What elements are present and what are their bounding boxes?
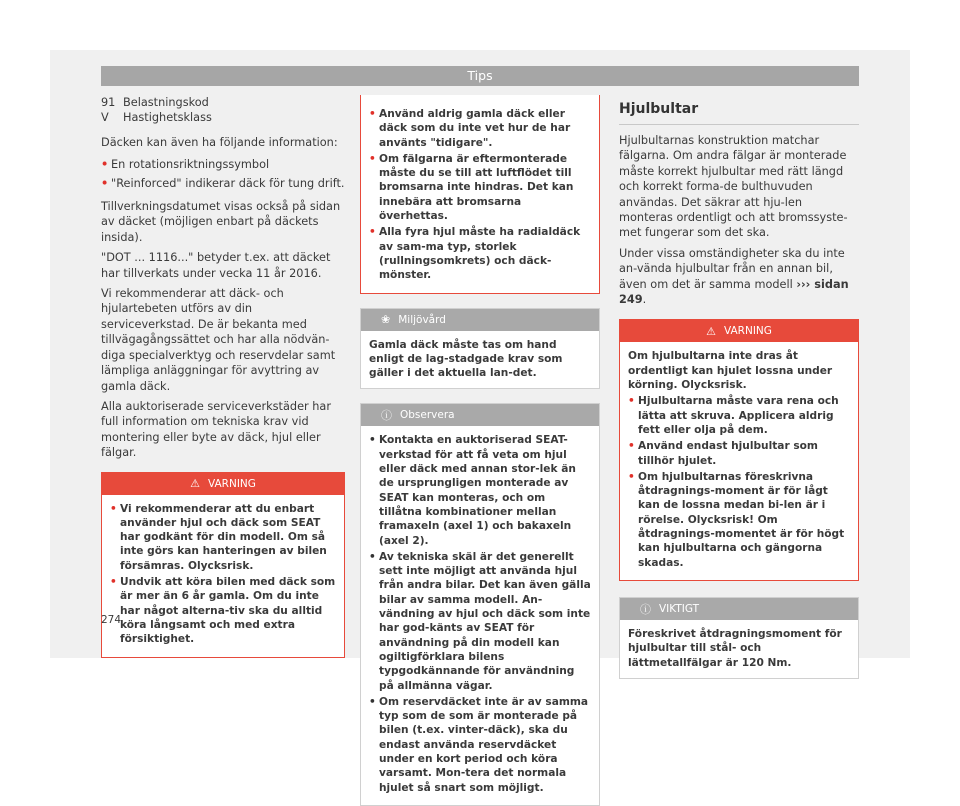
warning-triangle-icon: ⚠ [706,324,716,338]
list-item: • Använd aldrig gamla däck eller däck som du inte vet hur de har använts "tidigare". [369,108,571,149]
important-body: Föreskrivet åtdragningsmoment för hjulbultar till stål- och lättmetallfälgar är 120 Nm. [628,627,842,669]
bullet-icon: • [369,434,376,447]
bullet-icon: • [628,395,635,408]
paragraph: Alla auktoriserade serviceverkstäder har full information om tekniska krav vid montering eller byte av däck, hjul eller fälgar. [101,399,331,460]
important-header [620,598,858,620]
bullet-icon: • [110,502,117,515]
bullet-icon: • [101,176,109,190]
warning-lead: Om hjulbultarna inte dras åt ordentligt kan hjulet lossna under körning. Olycksrisk. [628,350,833,392]
intro-text: Däcken kan även ha följande information: [101,135,338,149]
list-item: • Alla fyra hjul måste ha radialdäck av sam-ma typ, storlek (rullningsomkrets) och däck-mönster. [369,226,581,282]
warning-body [102,495,344,657]
bullet-icon: • [628,470,635,483]
paragraph: Vi rekommenderar att däck- och hjulartebeten utförs av din serviceverkstad. De är bekanta med tillvägagångssättet och har alla nödvän-diga specialverktyg och reservdelar samt lämpliga anläggningar för avyttring av gamla däck. [101,287,336,393]
warning-header [620,320,858,342]
list-item: • Vi rekommenderar att du enbart använder hjul och däck som SEAT har godkänt för din modell. Om så inte görs kan hanteringen av bilen försämras. Olycksrisk. [110,502,327,572]
section-header: Tips [101,66,859,86]
definition-key: 91 [101,96,116,109]
environment-title: Miljövård [398,313,446,326]
warning-body [620,342,858,579]
list-item: • Kontakta en auktoriserad SEAT-verkstad för att få veta om hjul eller däck med annan stor-lek än de ursprungligen monterade av SEAT kan monteras, och om tillåtna kombinationer mellan framaxeln (axel 1) och bakaxeln (axel 2). [369,434,576,547]
list-item: • Om reservdäcket inte är av samma typ som de som är monterade på bilen (t.ex. vinter-däck), ska du endast använda reservdäcket under en kort period och köra varsamt. Mon-tera det normala hjulet så snart som möjligt. [369,695,589,794]
paragraph: Under vissa omständigheter ska du inte an-vända hjulbultar från en annan bil, även om det är samma modell ››› sidan 249. [619,246,849,307]
environment-box [360,308,600,390]
warning-box [619,319,859,580]
paragraph: Hjulbultarnas konstruktion matchar fälgarna. Om andra fälgar är monterade måste korrekt hjulbultar med rätt längd och korrekt forma-de bulthuvuden användas. Det säkrar att hju-len monteras ordentligt och att bromssyste-met fungerar som det ska. [619,134,848,240]
bullet-icon: • [369,550,376,563]
important-title: VIKTIGT [659,602,700,615]
page-number: 274 [101,614,122,626]
leaf-icon: ❀ [381,313,391,327]
paragraph: "DOT ... 1116..." betyder t.ex. att däcket har tillverkats under vecka 11 år 2016. [101,251,331,280]
column-right [619,95,859,679]
list-item: • Använd endast hjulbultar som tillhör hjulet. [628,440,818,467]
bullet-icon: • [369,695,376,708]
note-title: Observera [400,409,455,422]
warning-title: VARNING [723,325,772,338]
warning-title: VARNING [207,477,256,490]
page-reference-link[interactable]: ››› sidan 249 [619,277,849,307]
definition-row [101,110,345,125]
section-title: Hjulbultar [619,95,859,125]
warning-header [102,473,344,495]
warning-box-continued [360,95,600,294]
list-item: • Hjulbultarna måste vara rena och lätta att skruva. Applicera aldrig fett eller olja på dem. [628,395,839,436]
warning-triangle-icon: ⚠ [190,477,200,491]
list-item: • Om fälgarna är eftermonterade måste du se till att luftflödet till bromsarna inte hindras. Det kan innebära att bromsarna överhettas. [369,152,574,223]
bullet-icon: • [110,576,117,589]
important-box [619,597,859,679]
definition-value: Belastningskod [123,96,209,109]
definition-value: Hastighetsklass [123,111,212,125]
bullet-icon: • [369,108,376,120]
definition-row [101,95,345,110]
bullet-icon: • [628,440,635,453]
paragraph: Tillverkningsdatumet visas också på sidan av däcket (möjligen enbart på däckets insida). [101,200,341,244]
info-icon: ⓘ [381,409,392,423]
bullet-icon: • [369,152,376,165]
column-middle [360,95,600,806]
bullet-icon: • [369,226,376,239]
info-circle-icon: ⓘ [640,602,651,616]
list-item: • Undvik att köra bilen med däck som är mer än 6 år gamla. Om du inte har något alterna-tiv ska du alltid köra långsamt och med extra försiktighet. [110,576,336,646]
environment-body: Gamla däck måste tas om hand enligt de lag-stadgade krav som gäller i det aktuella lan-det. [369,338,563,380]
list-item: • Av tekniska skäl är det generellt sett inte möjligt att använda hjul från andra bilar. Det kan även gälla bilar av samma modell. An-vändning av hjul och däck som inte har god-känts av SEAT för användning på din modell kan ogiltigförklara bilens typgodkännande för användning på allmänna vägar. [369,550,591,692]
column-left [101,95,345,658]
note-header [361,404,599,426]
bullet-icon: • [101,158,109,172]
environment-header [361,309,599,331]
definition-key: V [101,111,109,125]
list-item: • Om hjulbultarnas föreskrivna åtdragnings-moment är för lågt kan de lossna medan bi-len är i rörelse. Olycksrisk! Om åtdragnings-momentet är för högt kan hjulbultarna och gängorna skadas. [628,470,845,569]
note-box [360,403,600,805]
note-body [361,426,599,804]
warning-box [101,472,345,658]
list-item: • "Reinforced" indikerar däck för tung drift. [101,176,345,190]
list-item: • En rotationsriktningssymbol [101,158,270,172]
warning-body [361,95,599,293]
